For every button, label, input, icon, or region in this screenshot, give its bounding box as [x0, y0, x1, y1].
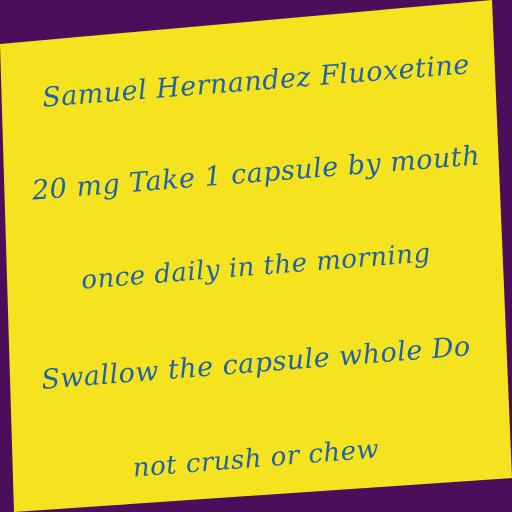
note-line-5: not crush or chew: [131, 434, 381, 484]
note-line-2: 20 mg Take 1 capsule by mouth: [30, 140, 482, 207]
note-line-4: Swallow the capsule whole Do: [40, 331, 472, 396]
note-line-3: once daily in the morning: [80, 238, 432, 296]
note-line-1: Samuel Hernandez Fluoxetine: [41, 49, 471, 114]
